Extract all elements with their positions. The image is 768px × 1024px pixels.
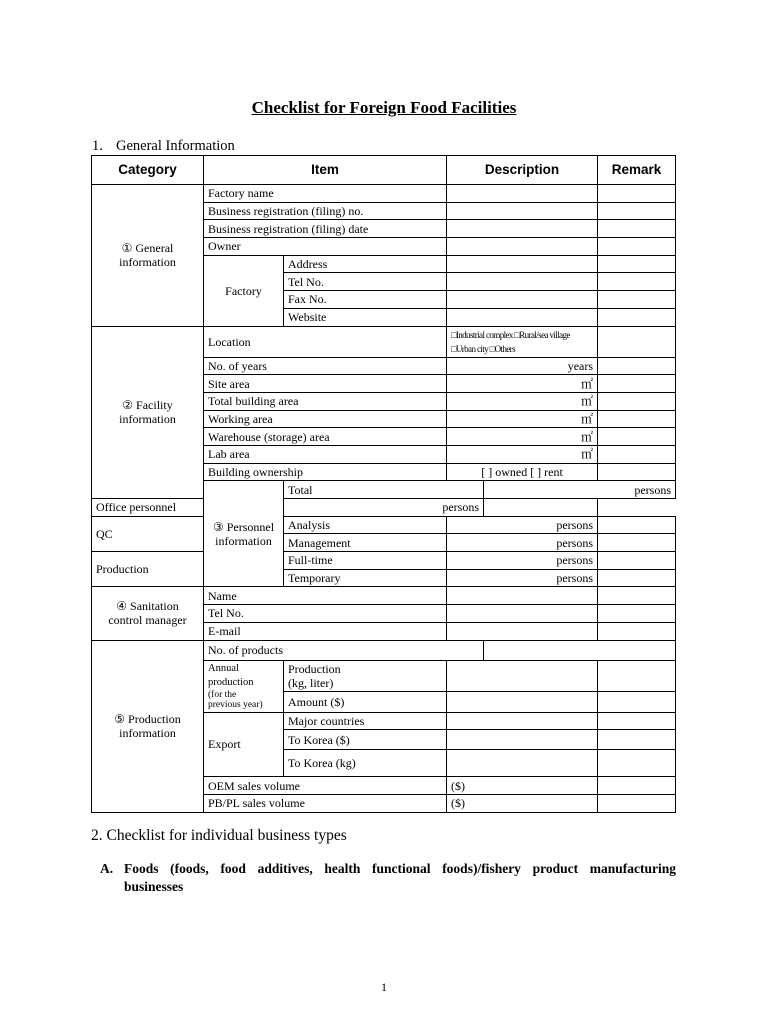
header-description: Description — [447, 156, 598, 185]
table-row — [92, 185, 676, 203]
description-cell[interactable] — [447, 255, 598, 273]
item-qc: QC — [92, 516, 204, 551]
description-cell[interactable] — [447, 291, 598, 309]
subsection-a-word: manufacturing — [589, 861, 676, 876]
remark-cell[interactable] — [598, 202, 676, 220]
general-information-table — [91, 155, 676, 813]
section-1-label: General Information — [116, 138, 235, 154]
table-row — [92, 640, 676, 660]
item-owner: Owner — [204, 238, 447, 256]
category-label: information — [215, 533, 272, 548]
subsection-a-word: functional — [372, 861, 431, 876]
production-kg-label: (kg, liter) — [288, 675, 334, 690]
subsection-a-word: (foods, — [170, 861, 209, 876]
header-remark: Remark — [598, 156, 676, 185]
category-label: control manager — [108, 613, 187, 628]
remark-cell[interactable] — [598, 794, 676, 812]
remark-cell[interactable] — [598, 750, 676, 777]
table-row — [92, 326, 676, 357]
remark-cell[interactable] — [598, 428, 676, 446]
item-years: No. of years — [204, 357, 447, 375]
ownership-options[interactable]: [ ] owned [ ] rent — [447, 463, 598, 481]
remark-cell[interactable] — [598, 605, 676, 623]
persons-unit[interactable]: persons — [447, 569, 598, 587]
item-reg-date: Business registration (filing) date — [204, 220, 447, 238]
page-number: 1 — [381, 980, 387, 994]
area-unit[interactable]: ㎡ — [447, 392, 598, 410]
description-cell[interactable] — [447, 220, 598, 238]
location-options[interactable] — [447, 326, 598, 357]
subsection-a-word: food — [220, 861, 246, 876]
item-amount: Amount ($) — [284, 691, 447, 712]
category-production — [92, 640, 204, 812]
item-oem: OEM sales volume — [204, 777, 447, 795]
annual-sub-label: (for the — [208, 690, 237, 700]
item-email: E-mail — [204, 622, 447, 640]
item-full-time: Full-time — [284, 552, 447, 570]
description-cell[interactable] — [447, 712, 598, 730]
location-options-line: □Urban city □Others — [451, 343, 515, 354]
item-annual-production — [204, 660, 284, 712]
production-kg-label: Production — [288, 661, 341, 676]
item-pbpl: PB/PL sales volume — [204, 794, 447, 812]
item-name: Name — [204, 587, 447, 605]
remark-cell[interactable] — [598, 255, 676, 273]
item-fax: Fax No. — [284, 291, 447, 309]
remark-cell[interactable] — [598, 534, 676, 552]
area-unit[interactable]: ㎡ — [447, 375, 598, 393]
item-production-kg — [284, 660, 447, 691]
description-cell[interactable] — [447, 605, 598, 623]
category-label: ③ Personnel — [212, 519, 275, 534]
item-office: Office personnel — [92, 499, 284, 517]
item-analysis: Analysis — [284, 516, 447, 534]
table-header-row — [92, 156, 676, 185]
subsection-a-word: health — [324, 861, 361, 876]
description-cell[interactable] — [447, 660, 598, 691]
annual-label: Annual — [208, 663, 239, 674]
item-export: Export — [204, 712, 284, 777]
description-cell[interactable] — [447, 587, 598, 605]
category-label: information — [119, 255, 176, 270]
remark-cell[interactable] — [598, 220, 676, 238]
description-cell[interactable] — [447, 730, 598, 750]
item-site-area: Site area — [204, 375, 447, 393]
remark-cell[interactable] — [598, 516, 676, 534]
category-personnel — [204, 481, 284, 587]
persons-unit[interactable]: persons — [284, 499, 484, 517]
item-warehouse-area: Warehouse (storage) area — [204, 428, 447, 446]
category-general — [92, 185, 204, 327]
years-unit[interactable]: years — [447, 357, 598, 375]
item-website: Website — [284, 308, 447, 326]
remark-cell[interactable] — [598, 410, 676, 428]
subsection-a-label: A. — [100, 861, 114, 876]
item-temporary: Temporary — [284, 569, 447, 587]
remark-cell[interactable] — [598, 587, 676, 605]
item-factory: Factory — [204, 255, 284, 326]
category-label: ② Facility — [122, 398, 173, 413]
section-2-label: Checklist for individual business types — [106, 827, 347, 844]
remark-cell[interactable] — [598, 291, 676, 309]
remark-cell[interactable] — [598, 357, 676, 375]
category-label: ① General — [121, 241, 174, 256]
persons-unit[interactable]: persons — [484, 481, 676, 499]
subsection-a-word-text: Foods — [124, 861, 159, 876]
persons-unit[interactable]: persons — [447, 534, 598, 552]
item-total: Total — [284, 481, 484, 499]
item-lab-area: Lab area — [204, 445, 447, 463]
item-sanitation-tel: Tel No. — [204, 605, 447, 623]
remark-cell[interactable] — [598, 569, 676, 587]
remark-cell[interactable] — [484, 499, 598, 517]
area-unit[interactable]: ㎡ — [447, 428, 598, 446]
description-cell[interactable] — [447, 202, 598, 220]
item-no-products: No. of products — [204, 640, 484, 660]
category-sanitation — [92, 587, 204, 640]
remark-cell[interactable] — [598, 691, 676, 712]
description-cell[interactable] — [447, 750, 598, 777]
area-unit[interactable]: ㎡ — [447, 410, 598, 428]
description-cell[interactable] — [447, 691, 598, 712]
description-cell[interactable] — [484, 640, 676, 660]
header-item: Item — [204, 156, 447, 185]
description-cell[interactable] — [447, 238, 598, 256]
description-cell[interactable] — [447, 273, 598, 291]
document-title: Checklist for Foreign Food Facilities — [251, 98, 517, 117]
annual-label: production — [208, 677, 254, 688]
item-location: Location — [204, 326, 447, 357]
item-total-building-area: Total building area — [204, 392, 447, 410]
table-row — [92, 587, 676, 605]
persons-unit[interactable]: persons — [447, 516, 598, 534]
remark-cell[interactable] — [598, 185, 676, 203]
item-building-ownership: Building ownership — [204, 463, 447, 481]
item-working-area: Working area — [204, 410, 447, 428]
item-factory-name: Factory name — [204, 185, 447, 203]
table-row — [92, 552, 676, 570]
subsection-a-line1 — [100, 860, 676, 878]
annual-sub-label: previous year) — [208, 700, 263, 710]
item-production: Production — [92, 552, 204, 587]
table-row — [92, 516, 676, 534]
item-tel: Tel No. — [284, 273, 447, 291]
remark-cell[interactable] — [598, 308, 676, 326]
remark-cell[interactable] — [598, 445, 676, 463]
remark-cell[interactable] — [598, 463, 676, 481]
area-unit[interactable]: ㎡ — [447, 445, 598, 463]
item-address: Address — [284, 255, 447, 273]
subsection-a-word: additives, — [257, 861, 313, 876]
category-label: information — [119, 726, 176, 741]
category-facility — [92, 326, 204, 499]
persons-unit[interactable]: persons — [447, 552, 598, 570]
description-cell[interactable] — [447, 308, 598, 326]
remark-cell[interactable] — [598, 375, 676, 393]
subsection-a-word: foods)/fishery — [442, 861, 521, 876]
description-cell[interactable] — [447, 185, 598, 203]
oem-value[interactable]: ($) — [447, 777, 598, 795]
header-category: Category — [92, 156, 204, 185]
item-reg-no: Business registration (filing) no. — [204, 202, 447, 220]
remark-cell[interactable] — [598, 238, 676, 256]
table-row — [92, 499, 676, 517]
section-2-number: 2. — [91, 827, 103, 844]
category-label: ④ Sanitation — [116, 599, 179, 614]
subsection-a-line2: businesses — [124, 879, 184, 894]
pbpl-value[interactable]: ($) — [447, 794, 598, 812]
remark-cell[interactable] — [598, 326, 676, 357]
location-options-line: □Industrial complex □Rural/sea village — [451, 329, 570, 340]
section-2-heading — [91, 827, 347, 845]
remark-cell[interactable] — [598, 730, 676, 750]
item-major-countries: Major countries — [284, 712, 447, 730]
remark-cell[interactable] — [598, 660, 676, 691]
remark-cell[interactable] — [598, 552, 676, 570]
category-label: information — [119, 412, 176, 427]
item-management: Management — [284, 534, 447, 552]
remark-cell[interactable] — [598, 622, 676, 640]
remark-cell[interactable] — [598, 392, 676, 410]
category-label: ⑤ Production — [114, 712, 181, 727]
subsection-a-heading — [100, 860, 676, 896]
section-1-heading — [92, 138, 235, 155]
remark-cell[interactable] — [598, 777, 676, 795]
item-to-korea-kg: To Korea (kg) — [284, 750, 447, 777]
subsection-a-word: product — [532, 861, 579, 876]
subsection-a-word — [100, 860, 159, 878]
remark-cell[interactable] — [598, 712, 676, 730]
remark-cell[interactable] — [598, 273, 676, 291]
description-cell[interactable] — [447, 622, 598, 640]
item-to-korea-usd: To Korea ($) — [284, 730, 447, 750]
section-1-number: 1. — [92, 138, 103, 154]
